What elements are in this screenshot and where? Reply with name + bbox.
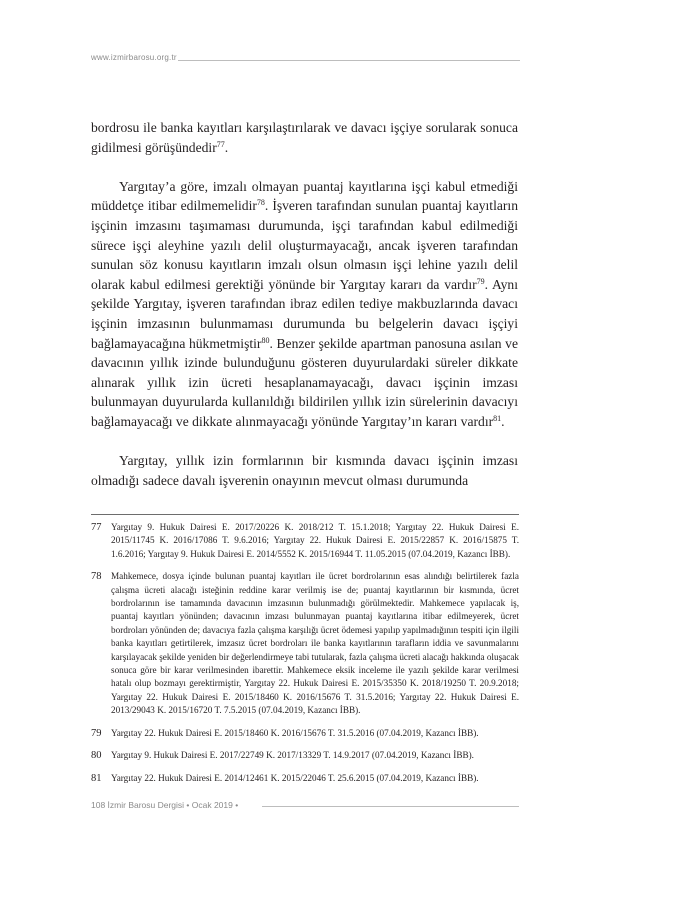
footnote-ref[interactable]: 81 xyxy=(493,413,502,423)
footnote-number: 80 xyxy=(91,750,102,762)
footnote-separator xyxy=(91,514,519,515)
footnote-text: Yargıtay 9. Hukuk Dairesi E. 2017/22749 K. 2017/13329 T. 14.9.2017 (07.04.2019, Kazancı İBB). xyxy=(111,750,474,761)
body-text xyxy=(91,118,518,490)
paragraph-text: Yargıtay, yıllık izin formlarının bir kısmında davacı işçinin imzası olmadığı sadece davalı işverenin onayının mevcut olması durumunda xyxy=(91,453,518,488)
footnote xyxy=(91,521,519,561)
footnote-text: Yargıtay 22. Hukuk Dairesi E. 2015/18460 K. 2016/15676 T. 31.5.2016 (07.04.2019, Kazancı İBB). xyxy=(111,727,479,738)
paragraph-text: . xyxy=(501,413,505,429)
footnotes xyxy=(91,521,519,794)
footnote-number: 77 xyxy=(91,522,102,533)
footer-rule xyxy=(262,806,519,807)
footnote-number: 78 xyxy=(91,571,102,583)
footnote-number: 79 xyxy=(91,727,102,739)
header-url: www.izmirbarosu.org.tr xyxy=(91,53,177,62)
paragraph xyxy=(91,451,518,490)
page-footer: 108 İzmir Barosu Dergisi • Ocak 2019 • xyxy=(91,800,239,810)
paragraph xyxy=(91,118,518,157)
footnote xyxy=(91,772,519,785)
footnote-ref[interactable]: 78 xyxy=(256,198,265,208)
footnote-ref[interactable]: 79 xyxy=(476,276,485,286)
footnote-ref[interactable]: 80 xyxy=(261,335,270,345)
paragraph-text: . Aynı şekilde Yargıtay, işveren tarafından ibraz edilen tediye makbuzlarında davacı işçinin imzasının bulunmaması durumunda bu belgelerin davacı işçiyi bağlamayacağına hükmetmiştir xyxy=(91,276,518,351)
paragraph-text: bordrosu ile banka kayıtları karşılaştırılarak ve davacı işçiye sorularak sonuca gidilmesi görüşündedir xyxy=(91,120,518,155)
paragraph-text: . İşveren tarafından sunulan puantaj kayıtların işçinin imzasını taşımaması durumunda, işçi tarafından kabul edilmediği sürece işçi aleyhine yazılı delil oluşturmayacağı, ancak işveren tarafından sunulan söz konusu kayıtların imzalı olsun olmasın işçi lehine yazılı delil olarak kabul edilmesi gerektiği yönünde bir Yargıtay kararı da vardır xyxy=(91,198,518,292)
footnote-text: Yargıtay 9. Hukuk Dairesi E. 2017/20226 K. 2018/212 T. 15.1.2018; Yargıtay 22. Hukuk Dairesi E. 2015/11745 K. 2016/17086 T. 9.6.2016; Yargıtay 22. Hukuk Dairesi E. 2015/22857 K. 2016/15875 T. 1.6.2016; Yargıtay 9. Hukuk Dairesi E. 2014/5552 K. 2015/16944 T. 11.05.2015 (07.04.2019, Kazancı İBB). xyxy=(111,522,519,559)
paragraph-text: Yargıtay’a göre, imzalı olmayan puantaj kayıtlarına işçi kabul etmediği müddetçe itibar edilmemelidir xyxy=(91,178,518,214)
footnote xyxy=(91,749,519,762)
paragraph-text: . Benzer şekilde apartman panosuna asılan ve davacının yıllık izinde bulunduğunu gösteren duyurulardaki süreler dikkate alınarak yıllık izin ücreti hesaplanamayacağı, davacı işçinin imzası bulunmayan duyurularda kullanıldığı bildirilen yıllık izin sürelerinin davacıyı bağlamayacağı ve dikkate alınmayacağı yönünde Yargıtay’ın kararı vardır xyxy=(91,335,518,429)
paragraph xyxy=(91,177,518,432)
paragraph-text: . xyxy=(224,139,229,155)
header-rule xyxy=(178,60,520,61)
footnote-text: Mahkemece, dosya içinde bulunan puantaj kayıtları ile ücret bordrolarının esas alındığı belirtilerek fazla çalışma ücreti alacağı isteğinin reddine karar verilmiş ise de; puantaj kayıtlarının bir kısmında, ücret bordrolarının ise tamamında davacının imzasının bulunmadığı görülmektedir. Mahkemece yapılacak iş, puantaj kayıtları yönünden; davacının imzası bulunmayan puantaj kayıtlarına itibar edilmeyerek, ücret bordroları yönünden de; davacıya fazla çalışma karşılığı ücret ödemesi yapılıp yapılmadığının tespiti için ilgili banka kayıtları getirtilerek, imzasız ücret bordroları ile banka kayıtlarının tarafların iddia ve savunmalarını karşılayacak şekilde yeniden bir değerlendirmeye tabi tutularak, fazla çalışma ücreti alacağı hakkında oluşacak sonuca göre bir karar verilmesinden ibarettir. Mahkemece eksik inceleme ile yazılı şekilde karar verilmesi hatalı olup bozmayı gerektirmiştir, Yargıtay 22. Hukuk Dairesi E. 2015/35350 K. 2018/19250 T. 20.9.2018; Yargıtay 22. Hukuk Dairesi E. 2015/18460 K. 2016/15676 T. 31.5.2016; Yargıtay 22. Hukuk Dairesi E. 2013/29043 K. 2015/16720 T. 7.5.2015 (07.04.2019, Kazancı İBB). xyxy=(111,571,519,716)
footnote xyxy=(91,727,519,740)
footnote-ref[interactable]: 77 xyxy=(216,139,225,149)
footnote-text: Yargıtay 22. Hukuk Dairesi E. 2014/12461 K. 2015/22046 T. 25.6.2015 (07.04.2019, Kazancı İBB). xyxy=(111,772,479,783)
footnote-number: 81 xyxy=(91,772,102,784)
footnote xyxy=(91,570,519,717)
